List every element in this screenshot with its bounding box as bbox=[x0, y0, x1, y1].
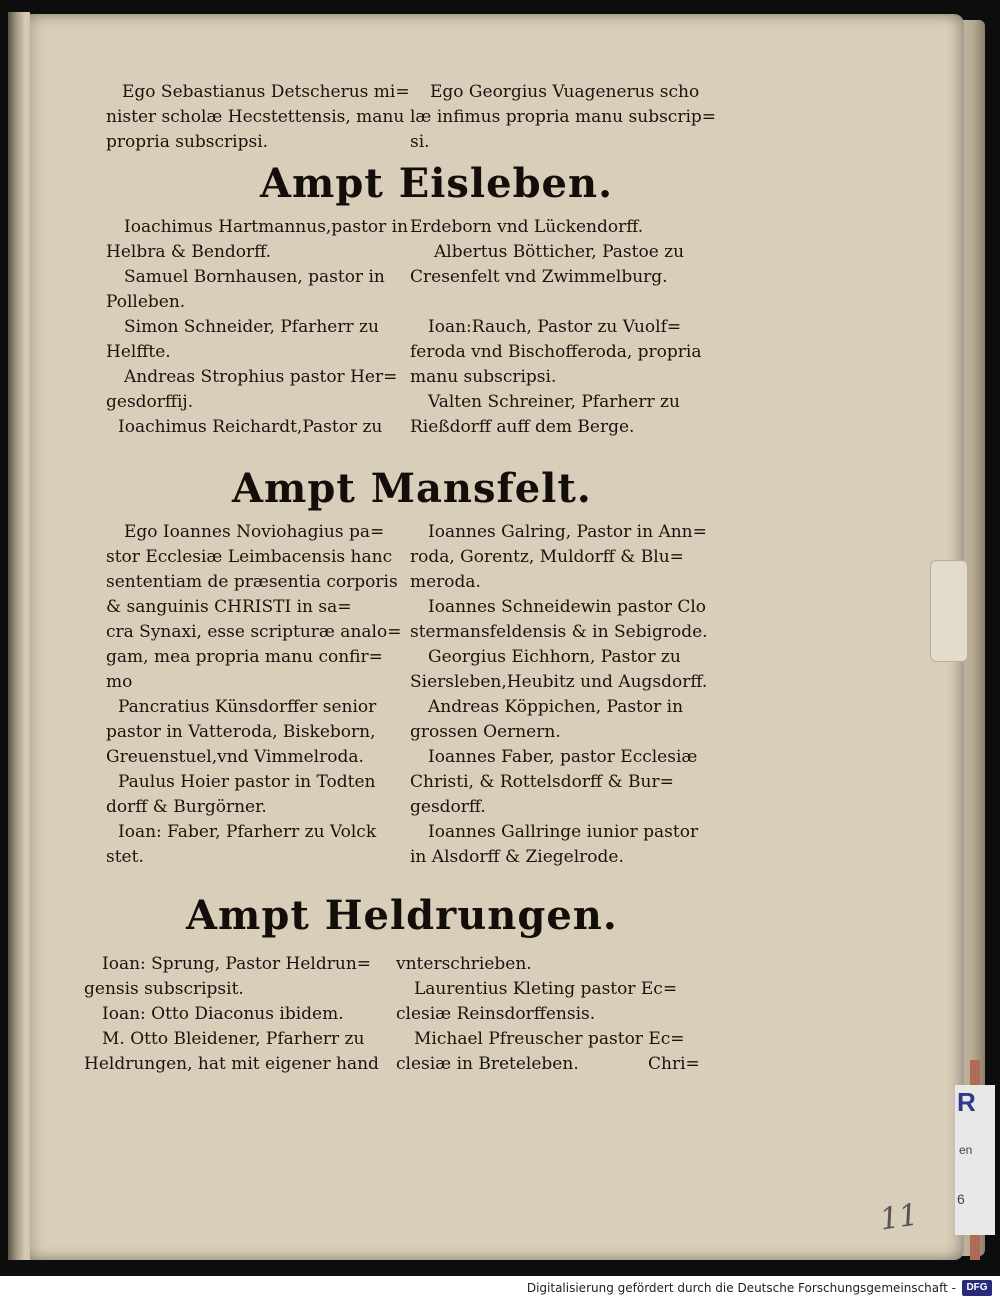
text-line: Ioan: Otto Diaconus ibidem. bbox=[102, 1004, 344, 1024]
text-line: Helbra & Bendorff. bbox=[106, 242, 272, 262]
text-line: grossen Oernern. bbox=[410, 722, 561, 742]
text-line: Cresenfelt vnd Zwimmelburg. bbox=[410, 267, 668, 287]
label-letter: R bbox=[957, 1087, 976, 1117]
text-line: Ego Ioannes Noviohagius pa= bbox=[124, 522, 385, 542]
text-line: Ioannes Faber, pastor Ecclesiæ bbox=[428, 747, 698, 767]
text-line: Samuel Bornhausen, pastor in bbox=[124, 267, 385, 287]
text-line: Pancratius Künsdorffer senior bbox=[118, 697, 377, 717]
text-line: M. Otto Bleidener, Pfarherr zu bbox=[102, 1029, 365, 1049]
left-top-block bbox=[122, 80, 410, 105]
text-line: Ioan:Rauch, Pastor zu Vuolf= bbox=[428, 317, 682, 337]
handwritten-mark: 11 bbox=[877, 1197, 921, 1238]
right-top-block-cont bbox=[410, 105, 716, 155]
right-top-block bbox=[430, 80, 699, 105]
mansfelt-right bbox=[410, 520, 708, 870]
page-tab bbox=[930, 560, 968, 662]
label-suffix: en bbox=[959, 1143, 973, 1157]
text-line: Ioannes Gallringe iunior pastor bbox=[428, 822, 699, 842]
text-line: læ infimus propria manu subscrip= bbox=[410, 107, 717, 127]
heading-heldrungen: Ampt Heldrungen. bbox=[186, 892, 618, 939]
text-line: mo bbox=[106, 672, 133, 692]
text-line: Ioachimus Hartmannus,pastor in bbox=[124, 217, 409, 237]
text-line: gam, mea propria manu confir= bbox=[106, 647, 383, 667]
text-line: stermansfeldensis & in Sebigrode. bbox=[410, 622, 708, 642]
heldrungen-right bbox=[396, 952, 685, 1077]
text-line: Andreas Strophius pastor Her= bbox=[124, 367, 398, 387]
text-line: in Alsdorff & Ziegelrode. bbox=[410, 847, 624, 867]
text-line: pastor in Vatteroda, Biskeborn, bbox=[106, 722, 376, 742]
text-line: si. bbox=[410, 132, 430, 152]
heading-eisleben: Ampt Eisleben. bbox=[260, 160, 614, 207]
text-line: sententiam de præsentia corporis bbox=[106, 572, 398, 592]
heading-mansfelt: Ampt Mansfelt. bbox=[232, 465, 592, 512]
text-line: meroda. bbox=[410, 572, 481, 592]
footer-bar bbox=[0, 1276, 1000, 1302]
heldrungen-left bbox=[84, 952, 379, 1077]
text-line: Heldrungen, hat mit eigener hand bbox=[84, 1054, 379, 1074]
label-number: 6 bbox=[957, 1191, 965, 1207]
library-label bbox=[955, 1085, 995, 1235]
text-line: Greuenstuel,vnd Vimmelroda. bbox=[106, 747, 364, 767]
text-line: Ioannes Schneidewin pastor Clo bbox=[428, 597, 707, 617]
eisleben-right bbox=[410, 215, 701, 440]
text-line: gensis subscripsit. bbox=[84, 979, 244, 999]
text-line: stet. bbox=[106, 847, 144, 867]
text-line: gesdorffij. bbox=[106, 392, 194, 412]
text-line: Andreas Köppichen, Pastor in bbox=[428, 697, 684, 717]
text-line: Georgius Eichhorn, Pastor zu bbox=[428, 647, 681, 667]
text-line: Laurentius Kleting pastor Ec= bbox=[414, 979, 678, 999]
text-line: Erdeborn vnd Lückendorff. bbox=[410, 217, 644, 237]
text-line: nister scholæ Hecstettensis, manu bbox=[106, 107, 405, 127]
text-line: manu subscripsi. bbox=[410, 367, 557, 387]
text-line: Ioan: Faber, Pfarherr zu Volck bbox=[118, 822, 377, 842]
text-line: Siersleben,Heubitz und Augsdorff. bbox=[410, 672, 708, 692]
text-line: Ioannes Galring, Pastor in Ann= bbox=[428, 522, 707, 542]
text-line: Simon Schneider, Pfarherr zu bbox=[124, 317, 379, 337]
eisleben-left bbox=[106, 215, 408, 440]
text-line: Paulus Hoier pastor in Todten bbox=[118, 772, 376, 792]
funding-notice: Digitalisierung gefördert durch die Deutsche Forschungsgemeinschaft - bbox=[526, 1281, 956, 1295]
text-line bbox=[410, 290, 701, 315]
text-line: stor Ecclesiæ Leimbacensis hanc bbox=[106, 547, 393, 567]
text-line: gesdorff. bbox=[410, 797, 486, 817]
text-line: Ego Georgius Vuagenerus scho bbox=[430, 82, 700, 102]
text-line: clesiæ in Breteleben. bbox=[396, 1054, 579, 1074]
book-binding bbox=[8, 12, 30, 1260]
text-line: Ego Sebastianus Detscherus mi= bbox=[122, 82, 410, 102]
text-line: propria subscripsi. bbox=[106, 132, 269, 152]
text-line: & sanguinis CHRISTI in sa= bbox=[106, 597, 352, 617]
text-line: Valten Schreiner, Pfarherr zu bbox=[428, 392, 680, 412]
mansfelt-left bbox=[106, 520, 401, 870]
text-line: Polleben. bbox=[106, 292, 186, 312]
text-line: feroda vnd Bischofferoda, propria bbox=[410, 342, 702, 362]
text-line: Albertus Bötticher, Pastoe zu bbox=[434, 242, 685, 262]
text-line: Rießdorff auff dem Berge. bbox=[410, 417, 635, 437]
left-top-block-cont bbox=[106, 105, 404, 155]
text-line: clesiæ Reinsdorffensis. bbox=[396, 1004, 596, 1024]
catchword: Chri= bbox=[648, 1054, 700, 1074]
text-line: Ioan: Sprung, Pastor Heldrun= bbox=[102, 954, 372, 974]
text-line: vnterschrieben. bbox=[396, 954, 532, 974]
text-line: roda, Gorentz, Muldorff & Blu= bbox=[410, 547, 684, 567]
text-line: cra Synaxi, esse scripturæ analo= bbox=[106, 622, 402, 642]
text-line: Ioachimus Reichardt,Pastor zu bbox=[118, 417, 383, 437]
text-line: dorff & Burgörner. bbox=[106, 797, 267, 817]
text-line: Christi, & Rottelsdorff & Bur= bbox=[410, 772, 674, 792]
text-line: Michael Pfreuscher pastor Ec= bbox=[414, 1029, 685, 1049]
dfg-logo: DFG bbox=[962, 1280, 992, 1296]
text-line: Helffte. bbox=[106, 342, 171, 362]
